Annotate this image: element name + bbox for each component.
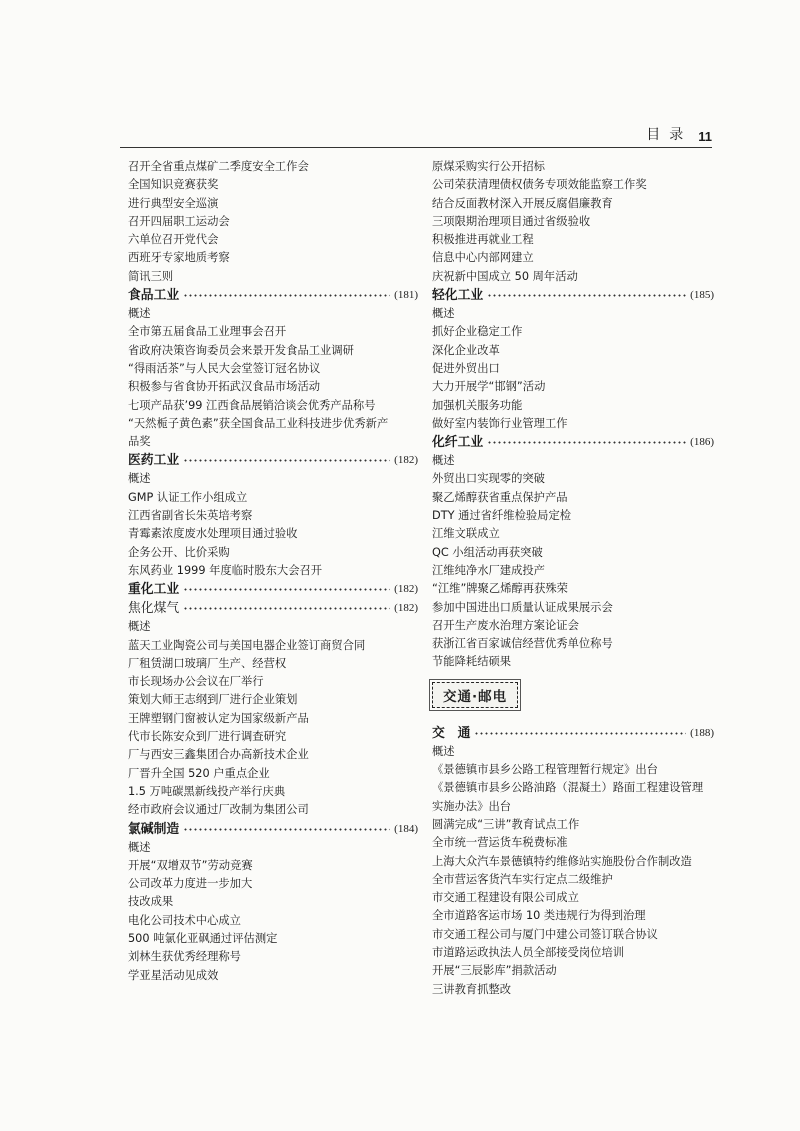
- toc-entry[interactable]: 获浙江省百家诚信经营优秀单位称号: [432, 637, 613, 651]
- toc-entry[interactable]: 三讲教育抓整改: [432, 982, 512, 996]
- toc-section-heading[interactable]: [128, 580, 418, 599]
- section-page-number: (181): [394, 289, 418, 302]
- toc-entry[interactable]: 1.5 万吨碳黑新线投产举行庆典: [128, 784, 286, 798]
- toc-entry[interactable]: 概述: [128, 307, 151, 321]
- toc-entry[interactable]: 召开四届职工运动会: [128, 214, 230, 228]
- toc-entry[interactable]: “江维”牌聚乙烯醇再获殊荣: [432, 582, 568, 596]
- dot-leader: [183, 604, 390, 614]
- dot-leader: [183, 585, 390, 595]
- toc-entry[interactable]: 江西省副省长朱英培考察: [128, 509, 253, 523]
- dot-leader: [474, 728, 686, 738]
- toc-entry[interactable]: 市交通工程公司与厦门中建公司签订联合协议: [432, 927, 658, 941]
- section-page-number: (184): [394, 822, 418, 835]
- toc-entry[interactable]: 厂晋升全国 520 户重点企业: [128, 766, 270, 780]
- toc-entry[interactable]: 开展“三辰影库”捐款活动: [432, 964, 557, 978]
- toc-entry[interactable]: 技改成果: [128, 895, 174, 909]
- toc-entry[interactable]: 王牌塑钢门窗被认定为国家级新产品: [128, 711, 309, 725]
- toc-entry[interactable]: 全市第五届食品工业理事会召开: [128, 325, 287, 339]
- toc-entry[interactable]: 青霉素浓度废水处理项目通过验收: [128, 527, 298, 541]
- toc-entry[interactable]: 经市政府会议通过厂改制为集团公司: [128, 803, 309, 817]
- section-page-number: (182): [394, 454, 418, 467]
- toc-section-heading[interactable]: [128, 286, 418, 305]
- toc-entry[interactable]: 刘林生获优秀经理称号: [128, 950, 241, 964]
- toc-section-heading[interactable]: [128, 451, 418, 470]
- section-page-number: (188): [690, 726, 714, 739]
- toc-entry[interactable]: 市道路运政执法人员全部接受岗位培训: [432, 945, 625, 959]
- toc-entry[interactable]: 电化公司技术中心成立: [128, 913, 241, 927]
- toc-entry[interactable]: 上海大众汽车景德镇特约维修站实施股份合作制改造: [432, 854, 692, 868]
- toc-entry[interactable]: 节能降耗结硕果: [432, 655, 512, 669]
- toc-entry[interactable]: 全市营运客货汽车实行定点二级维护: [432, 872, 613, 886]
- toc-entry[interactable]: 召开全省重点煤矿二季度安全工作会: [128, 160, 309, 173]
- toc-section-heading[interactable]: [432, 433, 714, 452]
- page-number: 11: [698, 129, 712, 144]
- toc-right-column: [432, 158, 714, 999]
- toc-entry[interactable]: 结合反面教材深入开展反腐倡廉教育: [432, 196, 613, 210]
- toc-entry[interactable]: 概述: [432, 744, 455, 758]
- category-banner-wrap: [432, 672, 714, 724]
- toc-entry[interactable]: 促进外贸出口: [432, 361, 500, 375]
- section-page-number: (182): [394, 583, 418, 596]
- toc-entry[interactable]: 概述: [432, 454, 455, 468]
- toc-entry[interactable]: 召开生产废水治理方案论证会: [432, 618, 579, 632]
- toc-entry[interactable]: 500 吨氯化亚砜通过评估测定: [128, 931, 278, 945]
- toc-entry[interactable]: 抓好企业稳定工作: [432, 325, 523, 339]
- toc-entry[interactable]: 积极参与省食协开拓武汉食品市场活动: [128, 380, 321, 394]
- toc-entry[interactable]: 深化企业改革: [432, 343, 500, 357]
- toc-entry[interactable]: 参加中国进出口质量认证成果展示会: [432, 600, 613, 614]
- toc-entry[interactable]: 六单位召开党代会: [128, 233, 219, 247]
- toc-entry[interactable]: 品奖: [128, 435, 151, 449]
- toc-entry[interactable]: 全国知识竞赛获奖: [128, 178, 219, 192]
- toc-entry[interactable]: 全市统一营运货车税费标准: [432, 836, 568, 850]
- section-title: 食品工业: [128, 288, 180, 304]
- toc-entry[interactable]: 市长现场办公会议在厂举行: [128, 675, 264, 689]
- toc-entry[interactable]: 信息中心内部网建立: [432, 251, 534, 265]
- toc-entry[interactable]: 三项限期治理项目通过省级验收: [432, 214, 591, 228]
- toc-entry[interactable]: 做好室内装饰行业管理工作: [432, 416, 568, 430]
- toc-entry[interactable]: 策划大师王志纲到厂进行企业策划: [128, 693, 298, 707]
- toc-entry[interactable]: 概述: [128, 840, 151, 854]
- toc-entry[interactable]: DTY 通过省纤维检验局定检: [432, 509, 572, 523]
- dot-leader: [183, 824, 390, 834]
- toc-entry[interactable]: 概述: [128, 472, 151, 486]
- toc-entry[interactable]: 原煤采购实行公开招标: [432, 160, 545, 173]
- toc-entry[interactable]: “得雨活茶”与人民大会堂签订冠名协议: [128, 361, 321, 375]
- toc-entry[interactable]: QC 小组活动再获突破: [432, 545, 543, 559]
- toc-entry[interactable]: 庆祝新中国成立 50 周年活动: [432, 269, 578, 283]
- toc-entry[interactable]: 东风药业 1999 年度临时股东大会召开: [128, 563, 323, 577]
- toc-left-column: [128, 158, 418, 985]
- section-page-number: (185): [690, 289, 714, 302]
- toc-entry[interactable]: 《景德镇市县乡公路油路（混凝土）路面工程建设管理: [432, 781, 704, 795]
- toc-entry[interactable]: 江维纯净水厂建成投产: [432, 563, 545, 577]
- toc-entry[interactable]: 企务公开、比价采购: [128, 545, 230, 559]
- section-page-number: (186): [690, 436, 714, 449]
- toc-section-heading[interactable]: [128, 820, 418, 839]
- toc-entry[interactable]: 圆满完成“三讲”教育试点工作: [432, 817, 580, 831]
- toc-entry[interactable]: 简讯三则: [128, 269, 174, 283]
- toc-entry[interactable]: 学亚星活动见成效: [128, 968, 219, 982]
- section-title: 焦化煤气: [128, 601, 180, 617]
- toc-entry[interactable]: 江维文联成立: [432, 527, 500, 541]
- toc-entry[interactable]: 公司荣获清理债权债务专项效能监察工作奖: [432, 178, 647, 192]
- toc-entry[interactable]: 厂与西安三鑫集团合办高新技术企业: [128, 748, 309, 762]
- section-title: 交 通: [432, 725, 471, 741]
- toc-entry[interactable]: 市交通工程建设有限公司成立: [432, 891, 579, 905]
- toc-entry[interactable]: 全市道路客运市场 10 类违规行为得到治理: [432, 909, 646, 923]
- toc-section-heading[interactable]: [128, 599, 418, 618]
- toc-entry[interactable]: 开展“双增双节”劳动竞赛: [128, 858, 253, 872]
- toc-section-heading[interactable]: [432, 286, 714, 305]
- toc-entry[interactable]: 公司改革力度进一步加大: [128, 877, 253, 891]
- dot-leader: [183, 291, 390, 301]
- toc-entry[interactable]: 代市长陈安众到厂进行调查研究: [128, 730, 287, 744]
- section-title: 化纤工业: [432, 435, 484, 451]
- toc-entry[interactable]: 大力开展学“邯钢”活动: [432, 380, 546, 394]
- section-title: 轻化工业: [432, 288, 484, 304]
- header-title: 目录: [646, 127, 693, 143]
- section-title: 氯碱制造: [128, 821, 180, 837]
- dot-leader: [487, 438, 686, 448]
- toc-entry[interactable]: 省政府决策咨询委员会来景开发食品工业调研: [128, 343, 354, 357]
- toc-section-heading[interactable]: [432, 724, 714, 743]
- toc-entry[interactable]: 概述: [128, 620, 151, 634]
- page-header: [120, 124, 712, 148]
- toc-entry[interactable]: 西班牙专家地质考察: [128, 251, 230, 265]
- category-banner: 交通·邮电: [432, 682, 518, 708]
- section-title: 医药工业: [128, 453, 180, 469]
- toc-entry[interactable]: 蓝天工业陶瓷公司与美国电器企业签订商贸合同: [128, 638, 366, 652]
- toc-entry[interactable]: 实施办法》出台: [432, 799, 512, 813]
- toc-entry[interactable]: 厂租赁湖口玻璃厂生产、经营权: [128, 656, 287, 670]
- toc-entry[interactable]: 进行典型安全巡演: [128, 196, 219, 210]
- section-title: 重化工业: [128, 582, 180, 598]
- toc-entry[interactable]: 外贸出口实现零的突破: [432, 472, 545, 486]
- dot-leader: [487, 291, 686, 301]
- toc-entry[interactable]: 概述: [432, 307, 455, 321]
- toc-entry[interactable]: “天然栀子黄色素”获全国食品工业科技进步优秀新产: [128, 416, 389, 430]
- section-page-number: (182): [394, 602, 418, 615]
- toc-entry[interactable]: 加强机关服务功能: [432, 398, 523, 412]
- toc-entry[interactable]: 积极推进再就业工程: [432, 233, 534, 247]
- dot-leader: [183, 456, 390, 466]
- toc-entry[interactable]: 《景德镇市县乡公路工程管理暂行规定》出台: [432, 763, 658, 777]
- toc-entry[interactable]: 聚乙烯醇获省重点保护产品: [432, 490, 568, 504]
- toc-entry[interactable]: 七项产品获’99 江西食品展销洽谈会优秀产品称号: [128, 398, 376, 412]
- toc-entry[interactable]: GMP 认证工作小组成立: [128, 490, 248, 504]
